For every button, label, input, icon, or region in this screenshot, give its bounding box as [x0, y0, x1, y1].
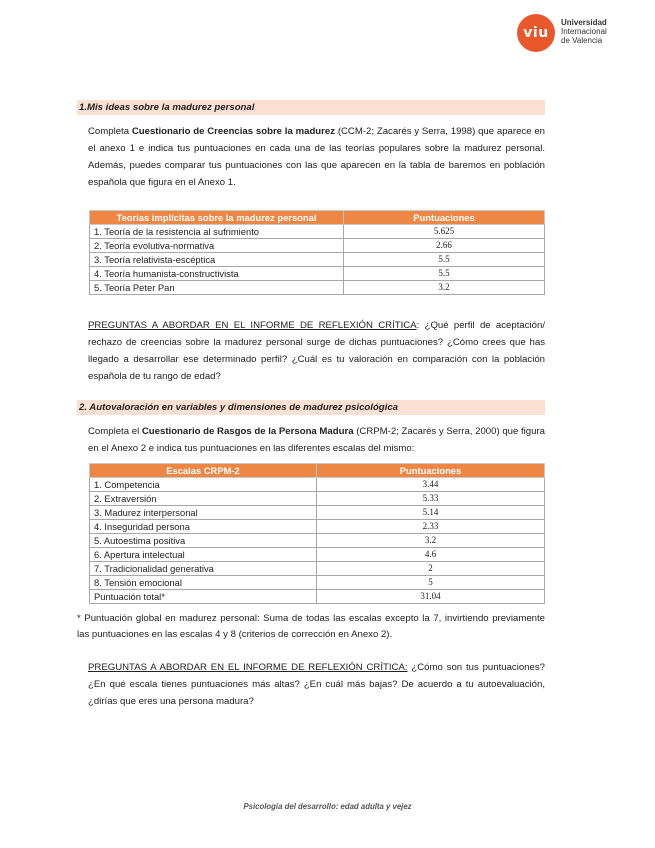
beliefs-table-header	[90, 211, 545, 225]
university-logo	[517, 14, 647, 54]
section-1-intro-pre: Completa	[88, 126, 132, 137]
crpm-row-value: 31.04	[317, 590, 545, 604]
crpm-col-scale: Escalas CRPM-2	[90, 464, 317, 478]
section-2-intro-post: (CRPM-2; Zacarés y Serra, 2000) que figura en el Anexo 2 e indica tus puntuaciones en las diferentes escalas del mismo:	[88, 426, 546, 454]
beliefs-row-value: 2.66	[344, 239, 545, 253]
crpm-col-score: Puntuaciones	[317, 464, 545, 478]
scoring-note: * Puntuación global en madurez personal: Suma de todas las escalas excepto la 7, invirtiendo previamente las puntuaciones en las escalas 4 y 8 (criterios de corrección en Anexo 2).	[77, 613, 545, 640]
crpm-row-value: 5.33	[317, 492, 545, 506]
section-2-intro-bold: Cuestionario de Rasgos de la Persona Madura	[141, 426, 354, 437]
beliefs-row-label: 5. Teoría Peter Pan	[90, 281, 344, 295]
beliefs-row	[90, 281, 545, 295]
crpm-row	[90, 520, 545, 534]
page-footer: Psicología del desarrollo: edad adulta y vejez	[243, 802, 412, 811]
beliefs-row-label: 3. Teoría relativista-escéptica	[90, 253, 344, 267]
crpm-row	[90, 506, 545, 520]
section-1-intro	[88, 123, 545, 191]
logo-line-3: de Valencia	[561, 36, 603, 45]
beliefs-col-score: Puntuaciones	[344, 211, 545, 225]
beliefs-row	[90, 267, 545, 281]
crpm-row-label: 2. Extraversión	[90, 492, 317, 506]
crpm-row-value: 5	[317, 576, 545, 590]
crpm-row	[90, 562, 545, 576]
section-1-questions-text: : ¿Qué perfil de aceptación/ rechazo de creencias sobre la madurez personal surge de dichas puntuaciones? ¿Cómo crees que has llegado a desarrollar ese determinado perfil? ¿Cuál es tu valoración en comparación con la población española de tu rango de edad?	[88, 320, 545, 382]
crpm-row	[90, 478, 545, 492]
section-2-intro-pre: Completa el	[88, 426, 142, 437]
beliefs-row	[90, 225, 545, 239]
beliefs-row-value: 5.625	[344, 225, 545, 239]
section-1-questions	[88, 317, 545, 385]
beliefs-row	[90, 253, 545, 267]
beliefs-row-label: 2. Teoría evolutiva-normativa	[90, 239, 344, 253]
section-1-intro-bold: Cuestionario de Creencias sobre la madurez	[131, 126, 336, 137]
crpm-row-label: 7. Tradicionalidad generativa	[90, 562, 317, 576]
crpm-row-value: 2.33	[317, 520, 545, 534]
crpm-row-label: Puntuación total*	[90, 590, 317, 604]
section-2-questions	[88, 659, 545, 710]
beliefs-row-value: 5.5	[344, 253, 545, 267]
beliefs-row-label: 4. Teoría humanista-constructivista	[90, 267, 344, 281]
viu-logo-mark: viu	[517, 14, 555, 52]
crpm-row-label: 3. Madurez interpersonal	[90, 506, 317, 520]
crpm-row-value: 3.44	[317, 478, 545, 492]
crpm-row-value: 4.6	[317, 548, 545, 562]
crpm-row-label: 6. Apertura intelectual	[90, 548, 317, 562]
beliefs-row-label: 1. Teoría de la resistencia al sufrimiento	[90, 225, 344, 239]
logo-line-2: Internacional	[561, 27, 607, 36]
crpm-row	[90, 534, 545, 548]
crpm-table	[89, 463, 545, 604]
section-2-questions-title: PREGUNTAS A ABORDAR EN EL INFORME DE REFLEXIÓN CRÍTICA:	[88, 662, 408, 673]
logo-text	[561, 18, 607, 45]
beliefs-col-theory: Teorías implícitas sobre la madurez personal	[90, 211, 344, 225]
section-2-heading: 2. Autovaloración en variables y dimensiones de madurez psicológica	[77, 400, 545, 415]
crpm-row-label: 8. Tensión emocional	[90, 576, 317, 590]
beliefs-row-value: 3.2	[344, 281, 545, 295]
crpm-row	[90, 548, 545, 562]
section-2-questions-text: ¿Cómo son tus puntuaciones? ¿En qué escala tienes puntuaciones más altas? ¿En cuál más bajas? De acuerdo a tu autoevaluación, ¿dirías que eres una persona madura?	[88, 662, 545, 707]
beliefs-table	[89, 210, 545, 295]
crpm-row	[90, 590, 545, 604]
crpm-table-header	[90, 464, 545, 478]
section-2-intro	[88, 423, 545, 457]
crpm-row	[90, 576, 545, 590]
crpm-row	[90, 492, 545, 506]
crpm-row-label: 5. Autoestima positiva	[90, 534, 317, 548]
section-1-questions-title: PREGUNTAS A ABORDAR EN EL INFORME DE REFLEXIÓN CRÍTICA	[88, 320, 417, 331]
logo-line-1: Universidad	[561, 18, 607, 27]
crpm-row-label: 4. Inseguridad persona	[90, 520, 317, 534]
section-1-heading: 1.Mis ideas sobre la madurez personal	[77, 100, 545, 115]
crpm-row-value: 3.2	[317, 534, 545, 548]
crpm-row-value: 5.14	[317, 506, 545, 520]
beliefs-row-value: 5.5	[344, 267, 545, 281]
beliefs-row	[90, 239, 545, 253]
crpm-row-value: 2	[317, 562, 545, 576]
crpm-row-label: 1. Competencia	[90, 478, 317, 492]
section-1-intro-post: (CCM-2; Zacarés y Serra, 1998) que aparece en el anexo 1 e indica tus puntuaciones en cada una de las teorías populares sobre la madurez personal. Además, puedes comparar tus puntuaciones con las que aparecen en la tabla de baremos en población española que figura en el Anexo 1.	[88, 126, 545, 188]
